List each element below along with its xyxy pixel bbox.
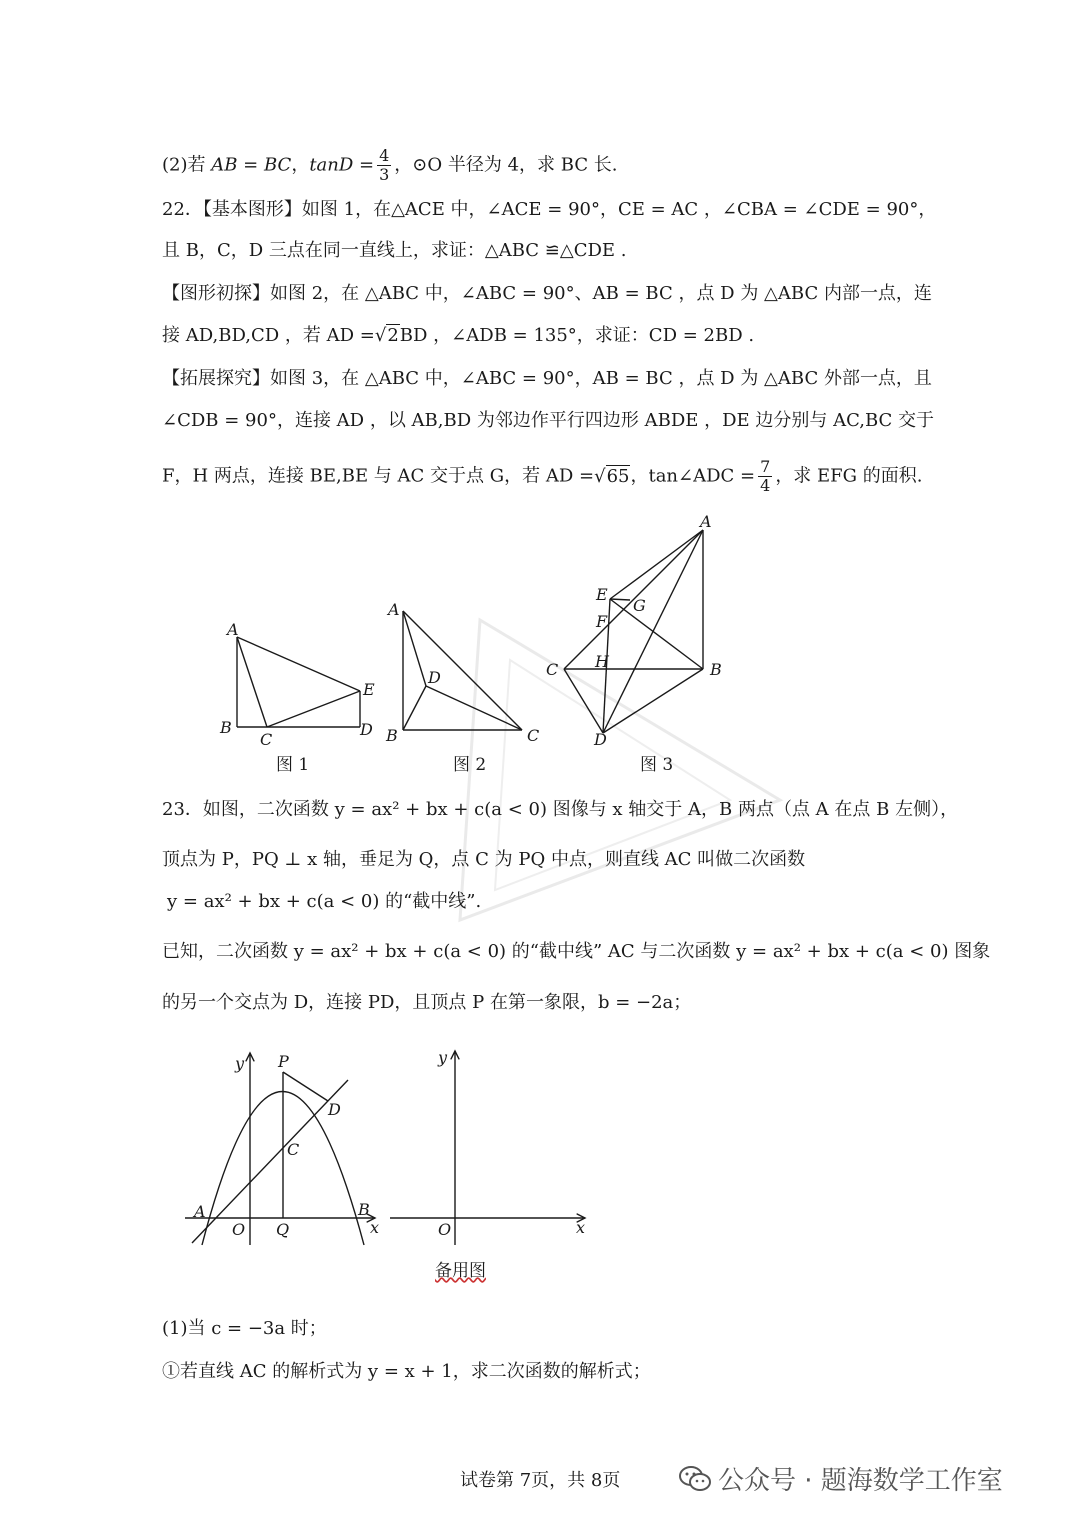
graph1-label-Q: Q [276,1220,290,1239]
q22-line1: 22．【基本图形】如图 1，在△ACE 中，∠ACE = 90°，CE = AC ，∠CBA = ∠CDE = 90°， [162,199,937,220]
fig2-label-D: D [428,668,441,687]
graph2-label-y: y [438,1048,448,1067]
q23-line5: 的另一个交点为 D，连接 PD，且顶点 P 在第一象限，b = −2a； [162,992,692,1013]
fraction: $\frac{4}{3}$ [379,146,390,184]
fig3-label-A: A [700,512,712,531]
brand-text: 公众号 · 题海数学工作室 [718,1466,1003,1496]
graph1-label-O: O [232,1220,246,1239]
fraction: $\frac{7}{4}$ [760,457,771,495]
graph-1 [185,1053,375,1245]
q21-part2: (2)若 AB = BC，tanD = $\frac{4}{3}$ ，⊙O 半径为 4，求 BC 长. [162,146,618,184]
fig3-caption: 图 3 [640,755,674,775]
q23-line3: y = ax² + bx + c(a < 0) 的“截中线”. [167,891,482,912]
graph2-label-x: x [576,1218,586,1237]
page-footer: 试卷第 7页，共 8页 [460,1470,621,1491]
figure-1 [237,637,360,727]
brand-watermark [678,1460,1003,1497]
figure-3 [564,530,703,733]
fig3-label-E: E [596,585,608,604]
graph1-label-D: D [328,1100,341,1119]
q22-figures [200,505,760,755]
graph1-label-y: y [235,1054,245,1073]
graph2-label-O: O [438,1220,452,1239]
fig1-label-C: C [260,730,273,749]
q22-line3: 【图形初探】如图 2，在 △ABC 中，∠ABC = 90°、AB = BC ，点 D 为 △ABC 内部一点，连 [162,283,932,304]
q22-line6: ∠CDB = 90°，连接 AD ，以 AB,BD 为邻边作平行四边形 ABDE ，DE 边分别与 AC,BC 交于 [162,410,935,431]
q22-line2: 且 B，C，D 三点在同一直线上，求证：△ABC ≌△CDE . [162,240,627,261]
fig3-label-F: F [596,612,608,631]
q23-part1-i: ①若直线 AC 的解析式为 y = x + 1，求二次函数的解析式； [162,1361,651,1382]
q22-line5: 【拓展探究】如图 3，在 △ABC 中，∠ABC = 90°，AB = BC ，点 D 为 △ABC 外部一点，且 [162,368,932,389]
q23-line2: 顶点为 P，PQ ⊥ x 轴，垂足为 Q，点 C 为 PQ 中点，则直线 AC 叫做二次函数 [162,849,806,870]
sqrt: √2 [374,325,399,346]
fig3-label-C: C [546,660,559,679]
graph1-label-C: C [287,1140,300,1159]
graph1-label-A: A [194,1202,206,1221]
q23-part1: (1)当 c = −3a 时； [162,1318,327,1339]
fig3-label-H: H [595,652,609,671]
wechat-icon [678,1464,712,1494]
fig2-label-B: B [386,726,398,745]
q22-line4: 接 AD,BD,CD ，若 AD =√2BD ，∠ADB = 135°，求证：CD = 2BD . [162,325,755,346]
fig2-label-A: A [388,600,400,619]
graph1-label-x: x [370,1218,380,1237]
q23-line4: 已知，二次函数 y = ax² + bx + c(a < 0) 的“截中线” AC 与二次函数 y = ax² + bx + c(a < 0) 图象 [162,941,991,962]
fig1-label-E: E [363,680,375,699]
fig1-label-A: A [227,620,239,639]
fig1-caption: 图 1 [276,755,310,775]
q23-line1: 23．如图，二次函数 y = ax² + bx + c(a < 0) 图像与 x 轴交于 A，B 两点（点 A 在点 B 左侧）， [162,799,959,820]
fig3-label-G: G [633,596,646,615]
fig3-label-D: D [594,730,607,749]
graph-2 [390,1051,585,1245]
fig2-caption: 图 2 [453,755,487,775]
q22-line7: F，H 两点，连接 BE,BE 与 AC 交于点 G，若 AD =√65，tan∠ADC = $\frac{7}{4}$ ，求 EFG 的面积. [162,457,923,495]
fig1-label-D: D [360,720,373,739]
graph1-label-P: P [278,1052,289,1071]
sqrt: √65 [594,465,630,487]
fig1-label-B: B [220,718,232,737]
figure-2 [403,611,522,730]
q23-graphs [180,1045,600,1255]
fig3-label-B: B [710,660,722,679]
graph1-label-B: B [358,1200,370,1219]
spare-graph-caption: 备用图 [435,1261,486,1281]
fig2-label-C: C [527,726,540,745]
